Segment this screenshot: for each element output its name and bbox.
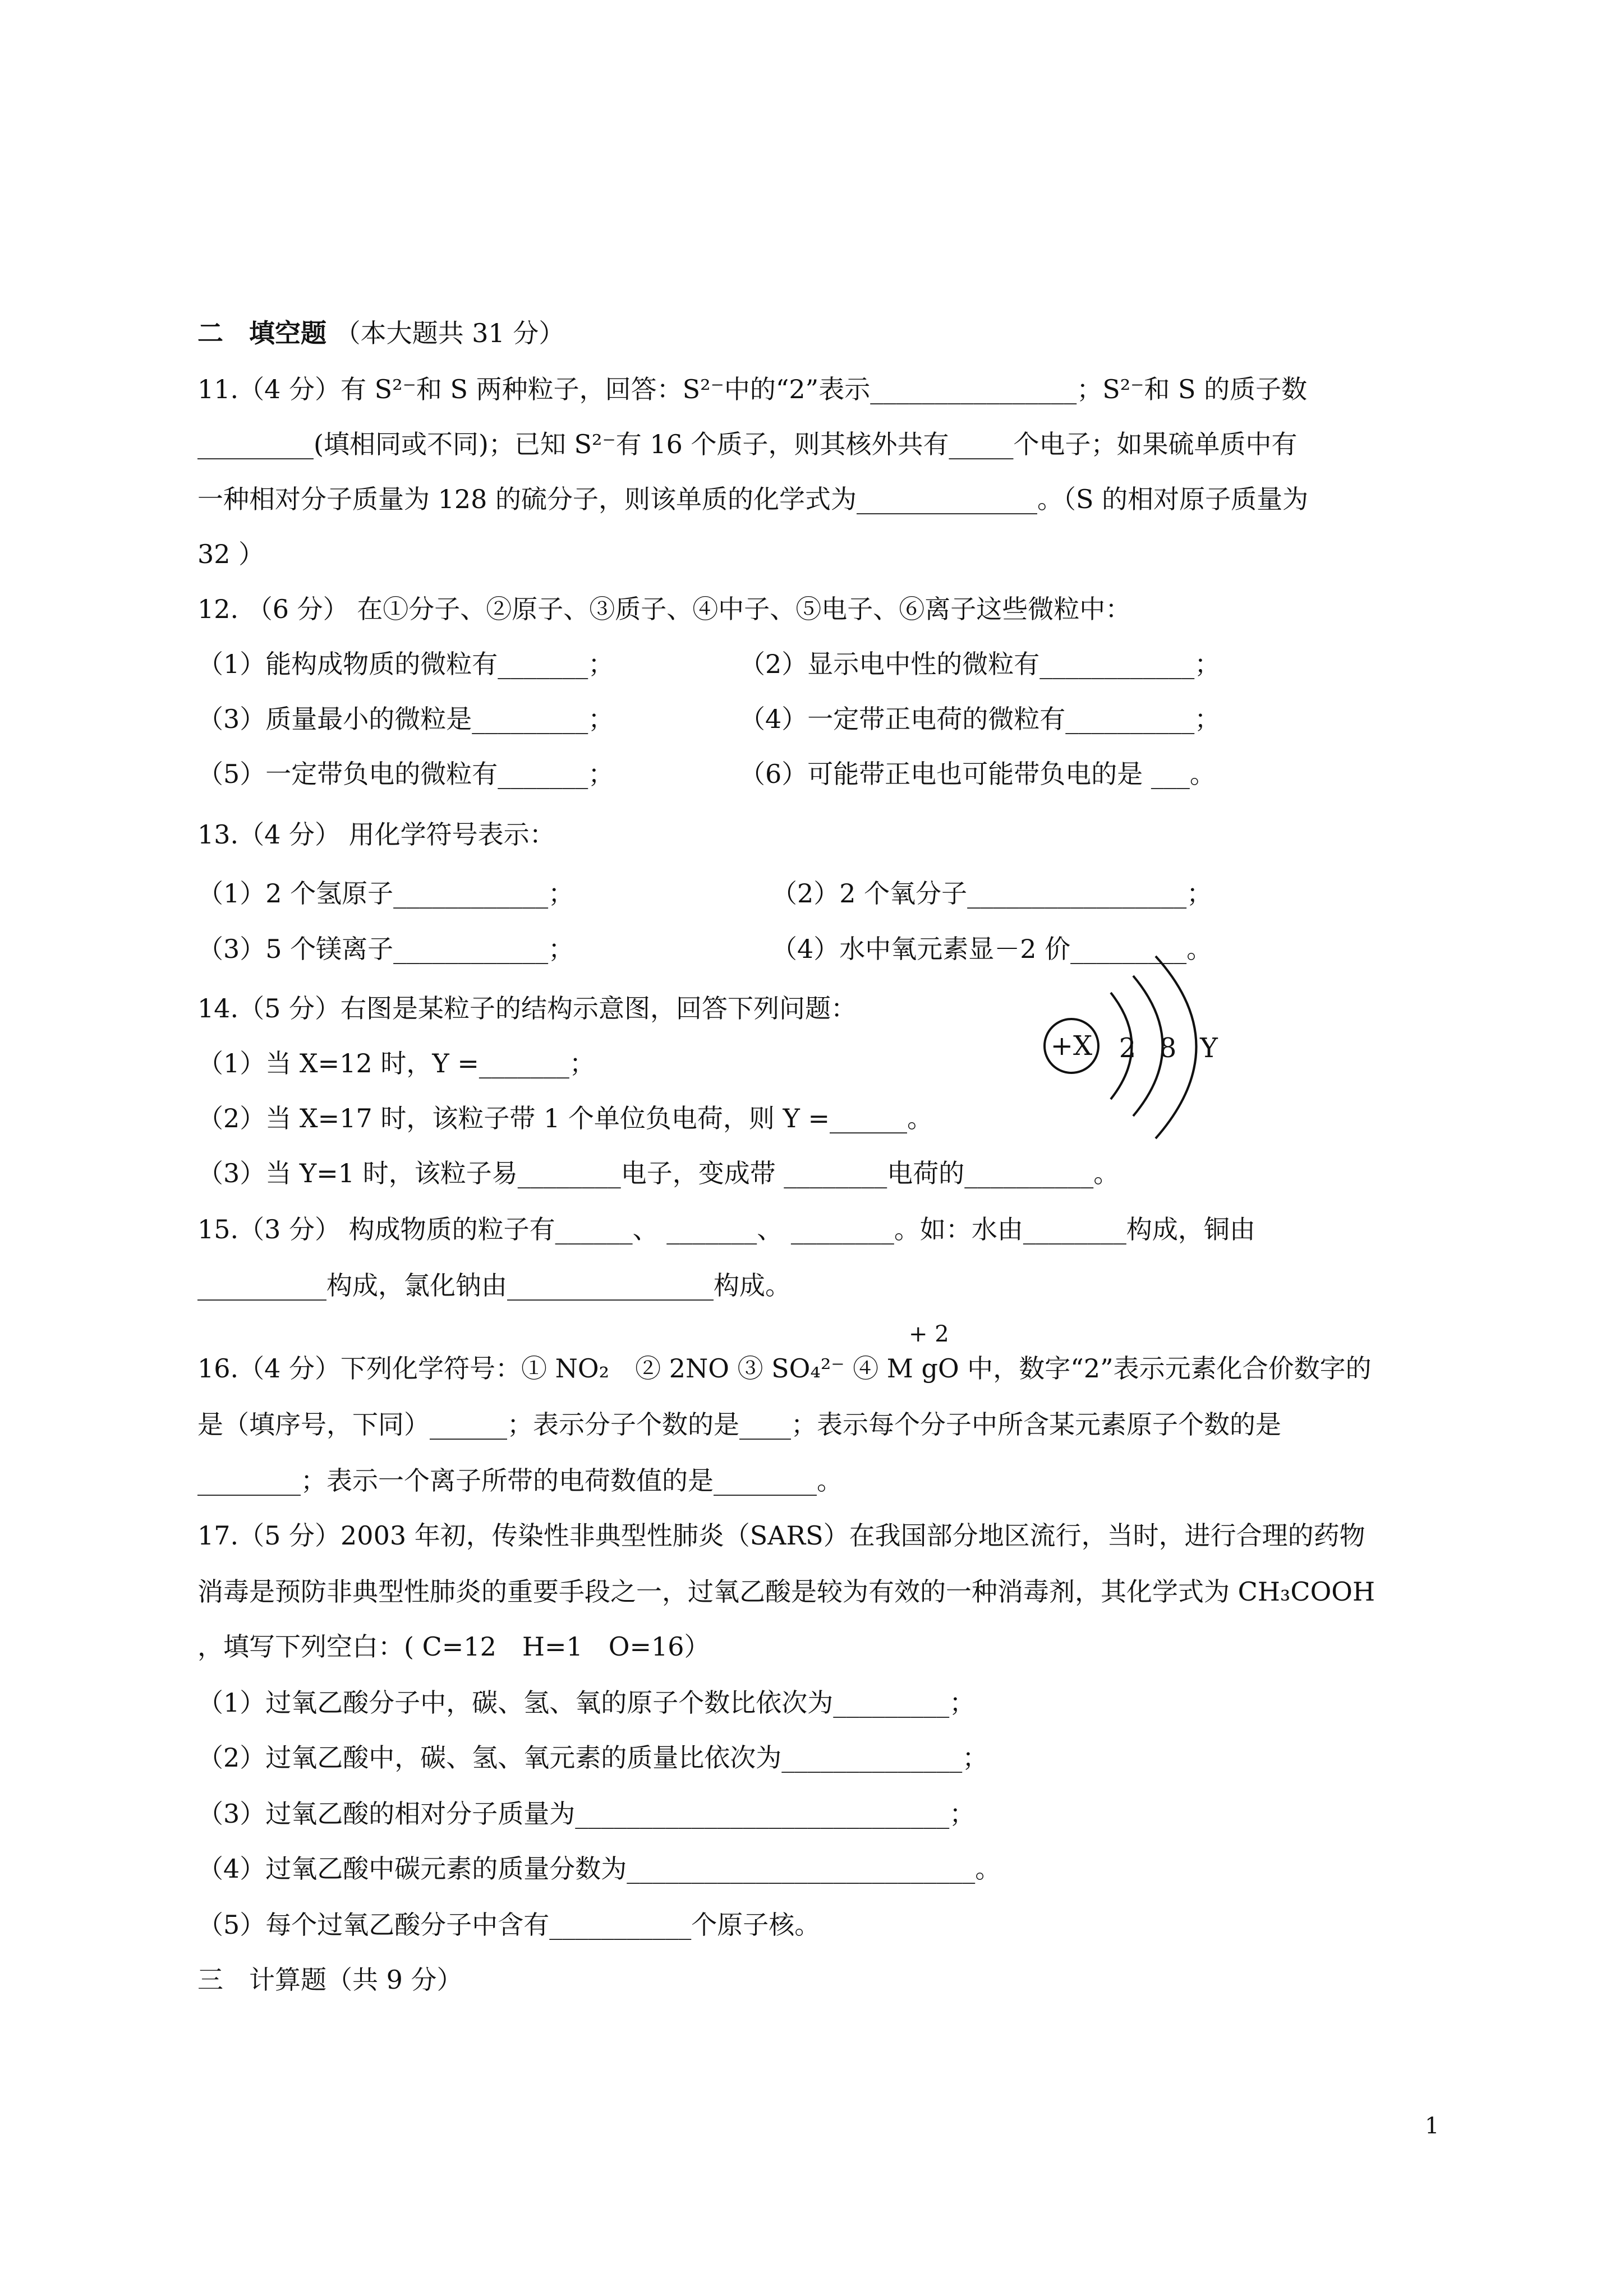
shell2-label: 8 (1159, 1032, 1177, 1064)
q12-answer1: （1）能构成物质的微粒有_______； (197, 649, 614, 679)
q13-answer4: （4）水中氧元素显－2 价_________。 (771, 934, 1213, 964)
q13-line1: 13.（4 分） 用化学符号表示： (197, 819, 555, 850)
q16-line2: 是（填序号，下同）______；表示分子个数的是____；表示每个分子中所含某元素原子个数的是 (197, 1409, 1281, 1440)
q14-answer2: （2）当 X=17 时，该粒子带 1 个单位负电荷，则 Y =______。 (197, 1103, 933, 1133)
q11-line3: 一种相对分子质量为 128 的硫分子，则该单质的化学式为______________。（S 的相对原子质量为 (197, 484, 1309, 514)
page-number: 1 (1425, 2113, 1439, 2139)
q16-valence-mark: + 2 (909, 1321, 949, 1347)
q17-line2: 消毒是预防非典型性肺炎的重要手段之一，过氧乙酸是较为有效的一种消毒剂，其化学式为 CH₃COOH (197, 1576, 1375, 1607)
atom-structure-diagram (1038, 953, 1273, 1144)
section2-heading-line (197, 317, 564, 349)
q12-answer6: （6）可能带正电也可能带负电的是 ___。 (739, 759, 1216, 789)
q11-line4: 32 ） (197, 539, 265, 569)
q17-answer4: （4）过氧乙酸中碳元素的质量分数为___________________________。 (197, 1854, 1001, 1884)
q12-answer5: （5）一定带负电的微粒有_______； (197, 759, 614, 789)
shell-arc-2 (1133, 976, 1163, 1116)
q17-line1: 17.（5 分）2003 年初，传染性非典型性肺炎（SARS）在我国部分地区流行，当时，进行合理的药物 (197, 1520, 1365, 1551)
q13-answer3: （3）5 个镁离子____________； (197, 934, 574, 964)
q17-answer2: （2）过氧乙酸中，碳、氢、氧元素的质量比依次为______________； (197, 1742, 988, 1773)
q17-answer1: （1）过氧乙酸分子中，碳、氢、氧的原子个数比依次为_________； (197, 1688, 976, 1718)
q14-line1: 14.（5 分）右图是某粒子的结构示意图，回答下列问题： (197, 993, 857, 1023)
q13-answer1: （1）2 个氢原子____________； (197, 878, 574, 909)
q14-answer3: （3）当 Y=1 时，该粒子易________电子，变成带 ________电荷的__________。 (197, 1158, 1120, 1188)
section2-heading: 二 填空题 (197, 318, 326, 348)
q16-line1: 16.（4 分）下列化学符号：① NO₂ ② 2NO ③ SO₄²⁻ ④ M gO 中，数字“2”表示元素化合价数字的 (197, 1353, 1372, 1384)
section2-note: （本大题共 31 分） (334, 318, 565, 348)
q14-answer1: （1）当 X=12 时，Y =_______； (197, 1048, 595, 1078)
q17-answer5: （5）每个过氧乙酸分子中含有___________个原子核。 (197, 1910, 821, 1940)
q12-answer3: （3）质量最小的微粒是_________； (197, 704, 614, 734)
q17-line3: ，填写下列空白：( C=12 H=1 O=16） (197, 1631, 710, 1662)
q12-answer2: （2）显示电中性的微粒有____________； (739, 649, 1221, 679)
q16-line3: ________；表示一个离子所带的电荷数值的是________。 (197, 1465, 843, 1496)
q13-answer2: （2）2 个氧分子_________________； (771, 878, 1213, 909)
q12-line1: 12. （6 分） 在①分子、②原子、③质子、④中子、⑤电子、⑥离子这些微粒中： (197, 594, 1131, 624)
shell1-label: 2 (1119, 1032, 1137, 1064)
q15-line1: 15.（3 分） 构成物质的粒子有______、 _______、 ________。如：水由________构成，铜由 (197, 1214, 1255, 1244)
q12-answer4: （4）一定带正电荷的微粒有__________； (739, 704, 1221, 734)
shell3-label: Y (1200, 1032, 1218, 1064)
q15-line2: __________构成，氯化钠由________________构成。 (197, 1270, 791, 1301)
q17-answer3: （3）过氧乙酸的相对分子质量为_____________________________； (197, 1799, 976, 1829)
q11-line2: _________(填相同或不同)；已知 S²⁻有 16 个质子，则其核外共有_____个电子；如果硫单质中有 (197, 429, 1298, 459)
q11-line1: 11.（4 分）有 S²⁻和 S 两种粒子，回答：S²⁻中的“2”表示________________；S²⁻和 S 的质子数 (197, 374, 1308, 404)
section3-heading: 三 计算题（共 9 分） (197, 1965, 463, 1995)
nucleus-label: +X (1050, 1030, 1093, 1062)
